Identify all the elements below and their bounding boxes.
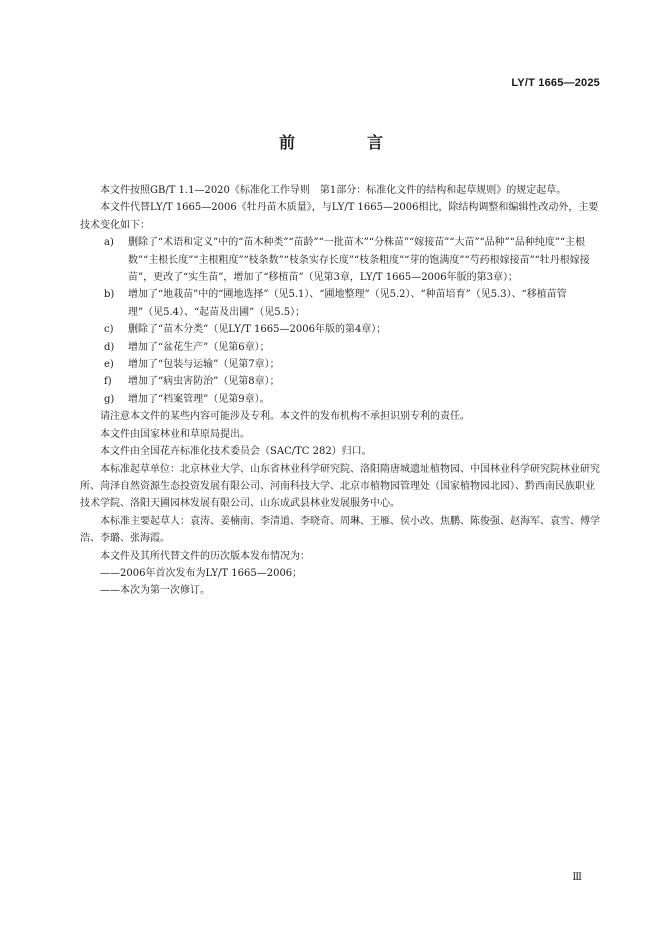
change-item (80, 286, 600, 321)
paragraph-proposer: 本文件由国家林业和草原局提出。 (100, 428, 250, 440)
paragraph-patent-notice: 请注意本文件的某些内容可能涉及专利。本文件的发布机构不承担识别专利的责任。 (100, 411, 470, 423)
change-item (80, 234, 600, 286)
change-item-text: 删除了“苗木分类”（见LY/T 1665—2006年版的第4章）； (128, 324, 387, 336)
change-item (80, 391, 600, 408)
change-item (80, 356, 600, 373)
paragraph-drafters: 本标准主要起草人：袁涛、姜楠南、李清道、李晓奇、周琳、王雁、侯小改、焦鹏、陈俊强、赵海军、袁雪、傅学浩、李璐、张海霞。 (80, 515, 600, 545)
page-number: Ⅲ (572, 872, 582, 883)
document-code: LY/T 1665—2025 (511, 77, 600, 89)
change-item-text: 增加了“病虫害防治”（见第8章）； (128, 376, 280, 388)
history-item: ——本次为第一次修订。 (100, 585, 210, 597)
change-item-text: 删除了“术语和定义”中的“苗木种类”“苗龄”“一批苗木”“分株苗”“嫁接苗”“大苗”“品种”“品种纯度”“主根数”“主根长度”“主根粗度”“枝条数”“枝条实存长度”“枝条粗度”“芽的饱满度”“芍药根嫁接苗”“牡丹根嫁接苗”，更改了“实生苗”，增加了“移植苗”（见第3章，LY/T 1665—2006年版的第3章）； (128, 237, 590, 284)
foreword-body (80, 182, 600, 600)
change-item-label: g) (104, 393, 115, 405)
change-item-text: 增加了“盆花生产”（见第6章）； (128, 341, 270, 353)
change-item-text: 增加了“地栽苗”中的“圃地选择”（见5.1）、“圃地整理”（见5.2）、“种苗培育”（见5.3）、“移植苗管理”（见5.4）、“起苗及出圃”（见5.5）； (128, 289, 567, 318)
paragraph-drafting-rules: 本文件按照GB/T 1.1—2020《标准化工作导则 第1部分：标准化文件的结构和起草规则》的规定起草。 (100, 185, 567, 196)
paragraph-replacement: 本文件代替LY/T 1665—2006《牡丹苗木质量》，与LY/T 1665—2006相比，除结构调整和编辑性改动外，主要技术变化如下： (80, 202, 599, 231)
paragraph-drafting-units: 本标准起草单位：北京林业大学、山东省林业科学研究院、洛阳隋唐城遗址植物园、中国林业科学研究院林业研究所、菏泽自然资源生态投资发展有限公司、河南科技大学、北京市植物园管理处（国家植物园北园）、黔西南民族职业技术学院、洛阳天圃园林发展有限公司、山东成武县林业发展服务中心。 (80, 463, 600, 510)
paragraph-history-intro: 本文件及其所代替文件的历次版本发布情况为： (100, 550, 310, 562)
change-item-label: d) (104, 341, 115, 353)
page-title: 前 言 (278, 133, 411, 152)
change-item (80, 339, 600, 356)
paragraph-committee: 本文件由全国花卉标准化技术委员会（SAC/TC 282）归口。 (100, 446, 372, 458)
change-item (80, 321, 600, 338)
change-item-label: c) (104, 324, 114, 336)
history-item: ——2006年首次发布为LY/T 1665—2006； (100, 567, 303, 579)
change-item-label: a) (104, 237, 114, 249)
change-item-text: 增加了“档案管理”（见第9章）。 (128, 393, 270, 405)
change-item (80, 373, 600, 390)
change-item-label: e) (104, 359, 114, 371)
change-item-label: b) (104, 289, 115, 301)
change-item-text: 增加了“包装与运输”（见第7章）； (128, 359, 280, 371)
change-item-label: f) (104, 376, 112, 388)
